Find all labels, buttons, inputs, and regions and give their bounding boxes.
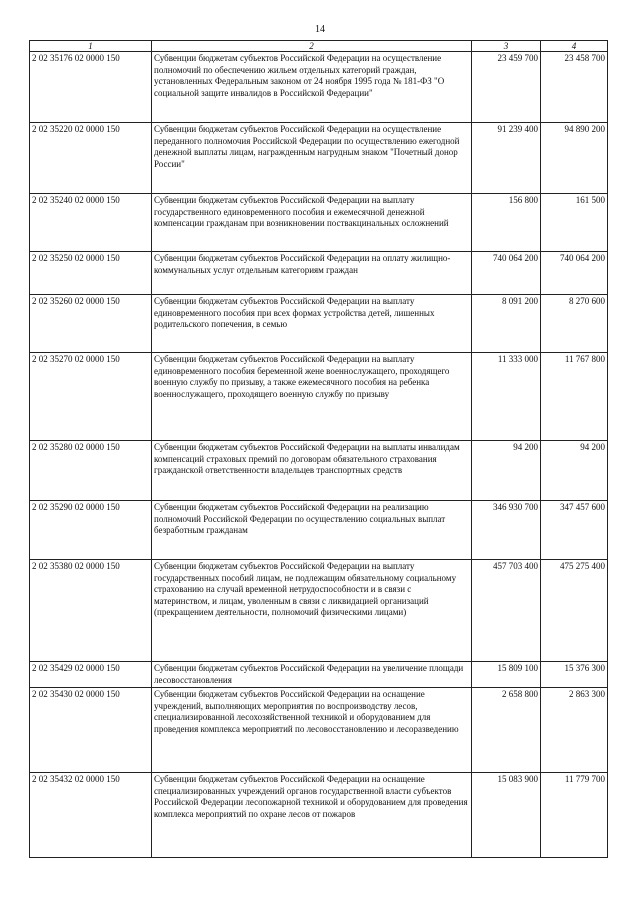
header-row <box>30 41 608 52</box>
value-col3-cell: 15 083 900 <box>472 773 541 858</box>
page-number: 14 <box>315 24 325 35</box>
code-cell: 2 02 35240 02 0000 150 <box>30 194 152 252</box>
value-col3-cell: 11 333 000 <box>472 353 541 441</box>
name-cell: Субвенции бюджетам субъектов Российской Федерации на выплаты инвалидам компенсаций страховых премий по договорам обязательного страхования гражданской ответственности владельцев транспортных средств <box>152 441 472 501</box>
code-cell: 2 02 35290 02 0000 150 <box>30 501 152 560</box>
column-header-1: 1 <box>30 41 152 52</box>
value-col4-cell: 94 200 <box>541 441 608 501</box>
value-col4-cell: 740 064 200 <box>541 252 608 295</box>
value-col3-cell: 91 239 400 <box>472 123 541 194</box>
code-cell: 2 02 35430 02 0000 150 <box>30 688 152 773</box>
budget-table <box>29 40 608 858</box>
code-cell: 2 02 35260 02 0000 150 <box>30 295 152 353</box>
table-row <box>30 441 608 501</box>
code-cell: 2 02 35176 02 0000 150 <box>30 52 152 123</box>
column-header-3: 3 <box>472 41 541 52</box>
value-col4-cell: 23 458 700 <box>541 52 608 123</box>
table-row <box>30 353 608 441</box>
name-cell: Субвенции бюджетам субъектов Российской Федерации на оснащение учреждений, выполняющих мероприятия по воспроизводству лесов, специализированной лесохозяйственной техникой и оборудованием для проведения комплекса мероприятий по лесовосстановлению и лесоразведению <box>152 688 472 773</box>
code-cell: 2 02 35380 02 0000 150 <box>30 560 152 662</box>
value-col3-cell: 457 703 400 <box>472 560 541 662</box>
column-header-4: 4 <box>541 41 608 52</box>
code-cell: 2 02 35220 02 0000 150 <box>30 123 152 194</box>
table-row <box>30 501 608 560</box>
name-cell: Субвенции бюджетам субъектов Российской Федерации на выплату единовременного пособия беременной жене военнослужащего, проходящего военную службу по призыву, а также ежемесячного пособия на ребенка военнослужащего, проходящего военную службу по призыву <box>152 353 472 441</box>
value-col4-cell: 15 376 300 <box>541 662 608 688</box>
name-cell: Субвенции бюджетам субъектов Российской Федерации на выплату единовременного пособия при всех формах устройства детей, лишенных родительского попечения, в семью <box>152 295 472 353</box>
table-row <box>30 52 608 123</box>
value-col3-cell: 740 064 200 <box>472 252 541 295</box>
value-col4-cell: 11 779 700 <box>541 773 608 858</box>
name-cell: Субвенции бюджетам субъектов Российской Федерации на реализацию полномочий Российской Федерации по осуществлению социальных выплат безработным гражданам <box>152 501 472 560</box>
code-cell: 2 02 35429 02 0000 150 <box>30 662 152 688</box>
code-cell: 2 02 35280 02 0000 150 <box>30 441 152 501</box>
value-col4-cell: 2 863 300 <box>541 688 608 773</box>
value-col3-cell: 346 930 700 <box>472 501 541 560</box>
value-col3-cell: 2 658 800 <box>472 688 541 773</box>
name-cell: Субвенции бюджетам субъектов Российской Федерации на осуществление полномочий по обеспечению жильем отдельных категорий граждан, установленных Федеральным законом от 24 ноября 1995 года № 181-ФЗ "О социальной защите инвалидов в Российской Федерации" <box>152 52 472 123</box>
value-col4-cell: 347 457 600 <box>541 501 608 560</box>
name-cell: Субвенции бюджетам субъектов Российской Федерации на оплату жилищно-коммунальных услуг отдельным категориям граждан <box>152 252 472 295</box>
code-cell: 2 02 35270 02 0000 150 <box>30 353 152 441</box>
value-col4-cell: 475 275 400 <box>541 560 608 662</box>
table-row <box>30 295 608 353</box>
table-body <box>30 52 608 858</box>
value-col3-cell: 94 200 <box>472 441 541 501</box>
table-row <box>30 560 608 662</box>
name-cell: Субвенции бюджетам субъектов Российской Федерации на выплату государственных пособий лицам, не подлежащим обязательному социальному страхованию на случай временной нетрудоспособности и в связи с материнством, и лицам, уволенным в связи с ликвидацией организаций (прекращением деятельности, полномочий физическими лицами) <box>152 560 472 662</box>
name-cell: Субвенции бюджетам субъектов Российской Федерации на осуществление переданного полномочия Российской Федерации по осуществлению ежегодной денежной выплаты лицам, награжденным нагрудным знаком "Почетный донор России" <box>152 123 472 194</box>
table-row <box>30 252 608 295</box>
code-cell: 2 02 35432 02 0000 150 <box>30 773 152 858</box>
table-row <box>30 688 608 773</box>
value-col3-cell: 23 459 700 <box>472 52 541 123</box>
code-cell: 2 02 35250 02 0000 150 <box>30 252 152 295</box>
table-row <box>30 194 608 252</box>
value-col3-cell: 8 091 200 <box>472 295 541 353</box>
name-cell: Субвенции бюджетам субъектов Российской Федерации на увеличение площади лесовосстановления <box>152 662 472 688</box>
table-row <box>30 773 608 858</box>
table-row <box>30 662 608 688</box>
name-cell: Субвенции бюджетам субъектов Российской Федерации на оснащение специализированных учреждений органов государственной власти субъектов Российской Федерации лесопожарной техникой и оборудованием для проведения комплекса мероприятий по охране лесов от пожаров <box>152 773 472 858</box>
value-col3-cell: 156 800 <box>472 194 541 252</box>
column-header-2: 2 <box>152 41 472 52</box>
value-col4-cell: 94 890 200 <box>541 123 608 194</box>
name-cell: Субвенции бюджетам субъектов Российской Федерации на выплату государственного единовременного пособия и ежемесячной денежной компенсации гражданам при возникновении поствакцинальных осложнений <box>152 194 472 252</box>
value-col4-cell: 8 270 600 <box>541 295 608 353</box>
value-col4-cell: 11 767 800 <box>541 353 608 441</box>
value-col4-cell: 161 500 <box>541 194 608 252</box>
table-row <box>30 123 608 194</box>
value-col3-cell: 15 809 100 <box>472 662 541 688</box>
